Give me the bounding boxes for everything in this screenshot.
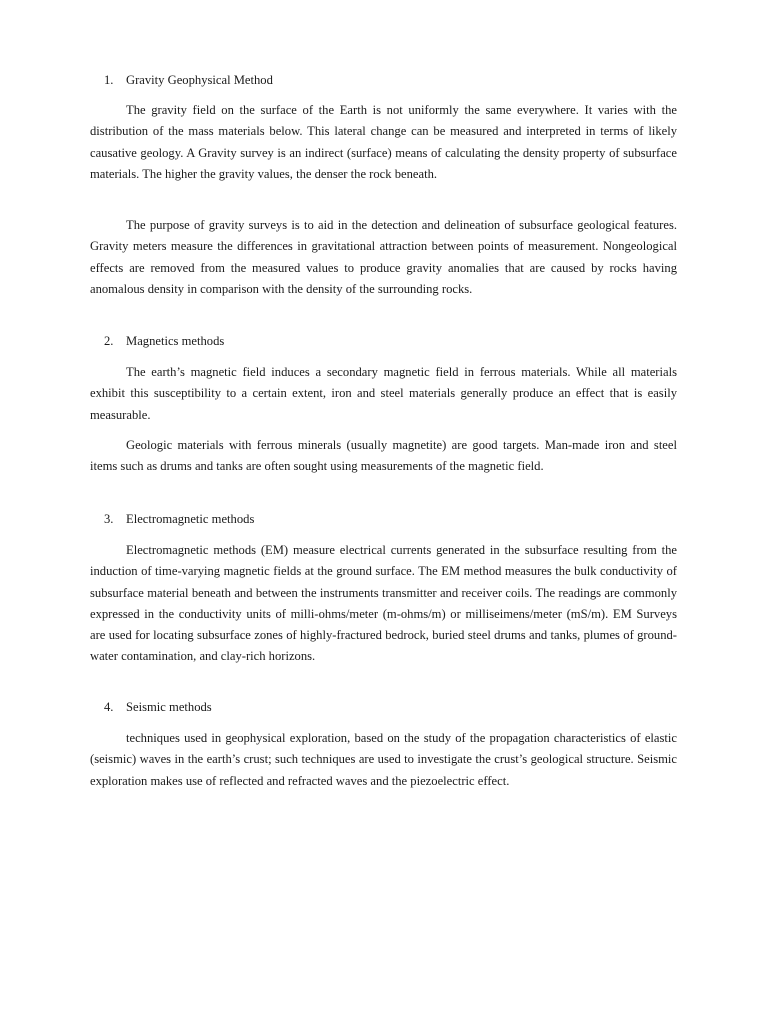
section-number: 3. [104,512,114,526]
paragraph: The earth’s magnetic field induces a secondary magnetic field in ferrous materials. While all materials exhibit this susceptibility to a certain extent, iron and steel materials generally produce an effect that is easily measurable. [90,365,677,422]
section-number: 4. [104,700,114,714]
section-number: 1. [104,73,114,87]
section-title: Magnetics methods [126,334,225,348]
section-heading-seismic [104,697,212,718]
section-heading-magnetics [104,331,224,352]
section-title: Gravity Geophysical Method [126,73,273,87]
paragraph: techniques used in geophysical exploration, based on the study of the propagation characteristics of elastic (seismic) waves in the earth’s crust; such techniques are used to investigate the crust’s geological structure. Seismic exploration makes use of reflected and refracted waves and the piezoelectric effect. [90,731,677,788]
paragraph: The gravity field on the surface of the Earth is not uniformly the same everywhere. It varies with the distribution of the mass materials below. This lateral change can be measured and interpreted in terms of likely causative geology. A Gravity survey is an indirect (surface) means of calculating the density property of subsurface materials. The higher the gravity values, the denser the rock beneath. [90,103,677,181]
paragraph: Geologic materials with ferrous minerals (usually magnetite) are good targets. Man-made iron and steel items such as drums and tanks are often sought using measurements of the magnetic field. [90,438,677,474]
paragraph: Electromagnetic methods (EM) measure electrical currents generated in the subsurface resulting from the induction of time-varying magnetic fields at the ground surface. The EM method measures the bulk conductivity of subsurface material beneath and between the instruments transmitter and receiver coils. The readings are commonly expressed in the conductivity units of milli-ohms/meter (m-ohms/m) or milliseimens/meter (mS/m). EM Surveys are used for locating subsurface zones of highly-fractured bedrock, buried steel drums and tanks, plumes of ground-water contamination, and clay-rich horizons. [90,543,677,664]
section-heading-gravity [104,70,273,91]
section-heading-electromagnetic [104,509,254,530]
section-number: 2. [104,334,114,348]
paragraph: The purpose of gravity surveys is to aid in the detection and delineation of subsurface geological features. Gravity meters measure the differences in gravitational attraction between points of measurement. Nongeological effects are removed from the measured values to produce gravity anomalies that are caused by rocks having anomalous density in comparison with the density of the surrounding rocks. [90,218,677,296]
section-title: Seismic methods [126,700,212,714]
section-title: Electromagnetic methods [126,512,255,526]
